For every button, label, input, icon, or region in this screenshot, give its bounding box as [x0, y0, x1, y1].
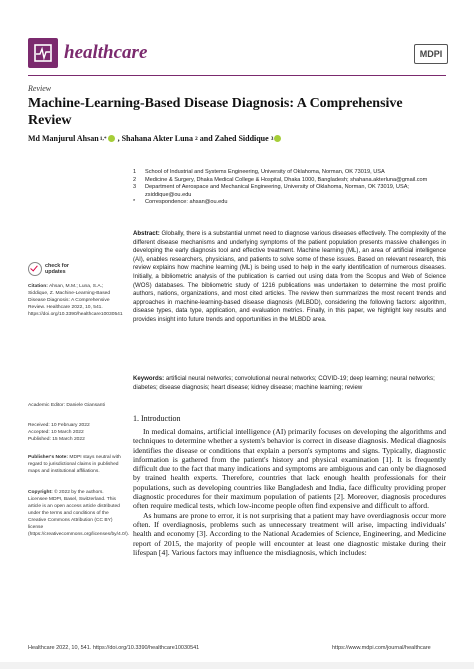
footer-journal-link[interactable]: https://www.mdpi.com/journal/healthcare — [332, 645, 431, 651]
keywords-text: artificial neural networks; convolutional neural networks; COVID-19; deep learning; neural networks; diabetes; disease diagnosis; heart disease; kidney disease; machine learning; review — [133, 375, 435, 391]
affiliation-item: 2 Medicine & Surgery, Dhaka Medical College & Hospital, Dhaka 1000, Bangladesh; shahana.akterluna@gmail.com — [133, 176, 428, 183]
article-title: Machine-Learning-Based Disease Diagnosis: A Comprehensive Review — [28, 96, 403, 128]
header-rule — [28, 75, 446, 76]
affiliation-item: * Correspondence: ahsan@ou.edu — [133, 199, 228, 206]
journal-name: healthcare — [64, 42, 148, 63]
paragraph: As humans are prone to error, it is not surprising that a patient may have overdiagnosis occur more often. If overdiagnosis, problems such as unnecessary treatment will arise, impacting individuals' health and economy [3]. According to the National Academies of Science, Engineering, and Medicine report of 2015, the majority of people will encounter at least one diagnostic mistake during their lifespan [4]. Various factors may influence the misdiagnosis, which includes: — [133, 510, 446, 557]
affiliation-item: 1 School of Industrial and Systems Engineering, University of Oklahoma, Norman, OK 73019, USA — [133, 169, 385, 175]
accepted-date: Accepted: 10 March 2022 — [28, 430, 84, 435]
author-superscript: 3 — [270, 135, 274, 142]
abstract-label: Abstract: — [133, 230, 160, 237]
check-for-updates-badge[interactable]: check for updates — [28, 262, 69, 276]
abstract — [133, 230, 446, 325]
affiliation-item: 3 Department of Aerospace and Mechanical Engineering, University of Oklahoma, Norman, OK 73019, USA; zsiddique@ou.edu — [133, 184, 409, 198]
publisher-note: Publisher's Note: MDPI stays neutral with regard to jurisdictional claims in published maps and institutional affiliations. — [28, 455, 121, 474]
paragraph: In medical domains, artificial intelligence (AI) primarily focuses on developing the algorithms and techniques to determine whether a system's behavior is correct in disease diagnosis. Medical diagnosis identifies the disease or conditions that explain a person's symptoms and signs. Typically, diagnostic information is gathered from the patient's history and physical examination [1]. It is frequently difficult due to the fact that many indications and symptoms are ambiguous and can only be diagnosed by trained health experts. Therefore, countries that lack enough health professionals for their populations, such as developing countries like Bangladesh and India, face difficulty providing proper diagnostic procedures for their maximum population of patients [2]. Moreover, diagnosis procedures often require medical tests, which low-income people often find expensive and difficult to afford. — [133, 427, 446, 511]
check-updates-icon — [28, 262, 42, 276]
affiliations — [133, 169, 453, 207]
article-type: Review — [28, 84, 52, 93]
author-superscript: 1,* — [99, 135, 107, 142]
copyright-block: Copyright: © 2022 by the authors. Licensee MDPI, Basel, Switzerland. This article is an open access article distributed under the terms and conditions of the Creative Commons Attribution (CC BY) license (https://creativecommons.org/licenses/by/4.0/). — [28, 490, 130, 537]
received-date: Received: 10 February 2022 — [28, 423, 90, 428]
author-name[interactable]: Md Manjurul Ahsan — [28, 134, 99, 143]
publisher-logo: MDPI — [414, 44, 448, 64]
keywords — [133, 375, 446, 392]
section-heading: 1. Introduction — [133, 414, 181, 423]
abstract-text: Globally, there is a substantial unmet need to diagnose various diseases effectively. The complexity of the different disease mechanisms and underlying symptoms of the patient population presents massive challenges in developing the early diagnosis tool and effective treatment. Machine learning (ML), an area of artificial intelligence (AI), enables researchers, physicians, and patients to solve some of these issues. Based on relevant research, this review explains how machine learning (ML) is being used to help in the early identification of numerous diseases. Initially, a bibliometric analysis of the publication is carried out using data from the Scopus and Web of Science (WOS) databases. The bibliometric study of 1216 publications was undertaken to determine the most prolific authors, nations, organizations, and most cited articles. The review then summarizes the most recent trends and approaches in machine-learning-based disease diagnosis (MLBDD), considering the following factors: algorithm, disease types, data type, application, and evaluation metrics. Finally, in this paper, we highlight key results and provides insight into future trends and opportunities in the MLBDD area. — [133, 230, 446, 323]
heartbeat-frame-icon — [32, 42, 54, 64]
citation-block: Citation: Ahsan, M.M.; Luna, S.A.; Siddique, Z. Machine-Learning-Based Disease Diagnosis: A Comprehensive Review. Healthcare 2022, 10, 541. https://doi.org/10.3390/healthcare10030541 — [28, 284, 123, 317]
orcid-icon[interactable] — [274, 135, 281, 142]
footer-citation[interactable]: Healthcare 2022, 10, 541. https://doi.org/10.3390/healthcare10030541 — [28, 645, 200, 651]
author-name[interactable]: Zahed Siddique — [214, 134, 269, 143]
journal-logo — [28, 38, 58, 68]
author-list: Md Manjurul Ahsan 1,* , Shahana Akter Luna 2 and Zahed Siddique 3 — [28, 134, 284, 143]
body-text — [133, 427, 446, 557]
publication-dates — [28, 422, 124, 443]
keywords-label: Keywords: — [133, 375, 165, 382]
orcid-icon[interactable] — [108, 135, 115, 142]
academic-editor: Academic Editor: Daniele Giansanti — [28, 403, 105, 408]
author-superscript: 2 — [195, 135, 198, 142]
published-date: Published: 15 March 2022 — [28, 437, 85, 442]
page-bottom-bar — [0, 662, 474, 669]
author-name[interactable]: Shahana Akter Luna — [121, 134, 193, 143]
